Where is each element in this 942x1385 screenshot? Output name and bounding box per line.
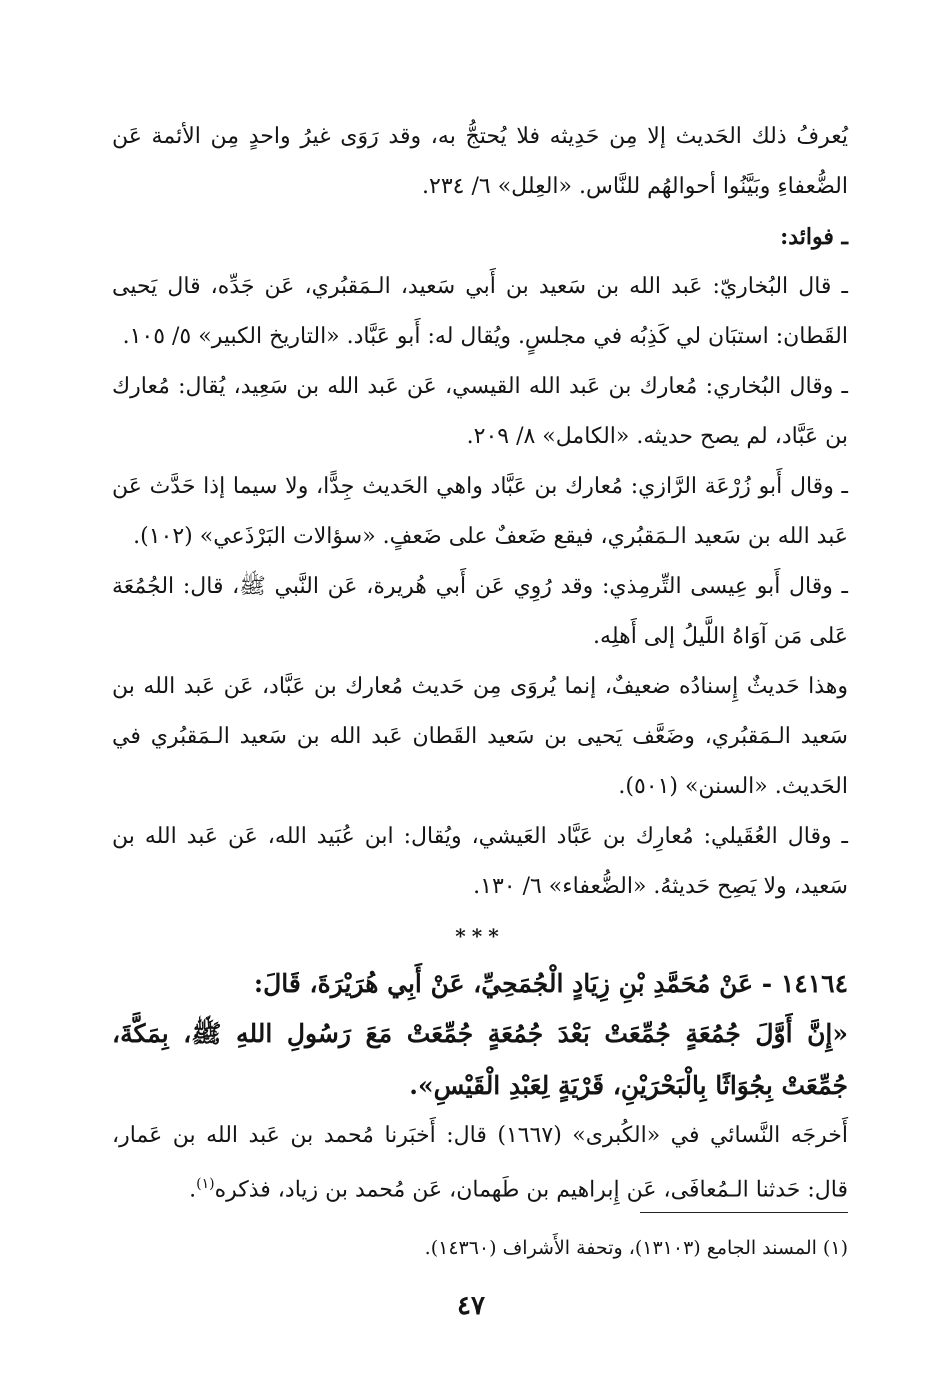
hadith-text: «إِنَّ أَوَّلَ جُمُعَةٍ جُمِّعَتْ بَعْدَ جُمُعَةٍ جُمِّعَتْ مَعَ رَسُولِ اللهِ ﷺ، بِمَكَّةَ، جُمِّعَتْ بِجُوَاثًا بِالْبَحْرَيْنِ، قَرْيَةٍ لِعَبْدِ الْقَيْسِ». [112,1019,848,1100]
section-separator: *** [455,924,505,948]
takhrij-end: . [189,1177,197,1203]
paragraph-bukhari-kamil: ـ وقال البُخاري: مُعارك بن عَبد الله القيسي، عَن عَبد الله بن سَعِيد، يُقال: مُعارك بن عَبَّاد، لم يصح حديثه. «الكامل» ٨/ ٢٠٩. [112,374,848,449]
paragraph-bukhari-tarikh: ـ قال البُخاريّ: عَبد الله بن سَعيد بن أَبي سَعيد، الـمَقبُري، عَن جَدِّه، قال يَحيى القَطان: استبَان لي كَذِبُه في مجلسٍ. ويُقال له: أَبو عَبَّاد. «التاريخ الكبير» ٥/ ١٠٥. [112,274,848,349]
hadith-heading: ١٤١٦٤ - عَنْ مُحَمَّدِ بْنِ زِيَادٍ الْجُمَحِيِّ، عَنْ أَبِي هُرَيْرَةَ، قَالَ: [253,969,848,998]
paragraph-abu-zura: ـ وقال أَبو زُرْعَة الرَّازي: مُعارك بن عَبَّاد واهي الحَديث جِدًّا، ولا سيما إذا حَدَّث عَن عَبد الله بن سَعيد الـمَقبُري، فيقع ضَعفٌ على ضَعفٍ. «سؤالات البَرْذَعي» (١٠٢). [112,474,848,549]
hadith-takhrij [112,1112,848,1214]
paragraph-tirmidhi-sunan: وهذا حَديثٌ إِسنادُه ضعيفٌ، إنما يُروَى مِن حَديث مُعارك بن عَبَّاد، عَن عَبد الله بن سَعيد الـمَقبُري، وضَعَّف يَحيى بن سَعيد القَطان عَبد الله بن سَعيد الـمَقبُري في الحَديث. «السنن» (٥٠١). [112,674,848,799]
footnote-marker: (١) [196,1176,215,1192]
page-body [112,112,848,1214]
footnote-divider [640,1212,848,1213]
takhrij-text: أَخرجَه النَّسائي في «الكُبرى» (١٦٦٧) قال: أَخبَرنا مُحمد بن عَبد الله بن عَمار، قال: حَدثنا الـمُعافَى، عَن إِبراهيم بن طَهمان، عَن مُحمد بن زياد، فذكره [112,1123,849,1203]
paragraph-uqayli: ـ وقال العُقَيلي: مُعارِك بن عَبَّاد العَيشي، ويُقال: ابن عُبَيد الله، عَن عَبد الله بن سَعيد، ولا يَصِح حَديثهُ. «الضُّعفاء» ٦/ ١٣٠. [112,824,848,899]
paragraph-ilal: يُعرفُ ذلك الحَديث إلا مِن حَدِيثه فلا يُحتجُّ به، وقد رَوَى غيرُ واحدٍ مِن الأئمة عَن الضُّعفاءِ وبَيَّنُوا أحوالهُم للنَّاس. «العِلل» ٦/ ٢٣٤. [112,124,848,199]
footnote: (١) المسند الجامع (١٣١٠٣)، وتحفة الأَشراف (١٤٣٦٠). [424,1237,848,1259]
paragraph-tirmidhi: ـ وقال أَبو عِيسى التِّرمِذي: وقد رُوِي عَن أَبي هُريرة، عَن النَّبي ﷺ، قال: الجُمُعَة عَلى مَن آوَاهُ اللَّيلُ إلى أَهلِه. [112,574,848,649]
page-number: ٤٧ [457,1291,485,1321]
section-heading-fawaid: ـ فوائد: [780,224,848,250]
